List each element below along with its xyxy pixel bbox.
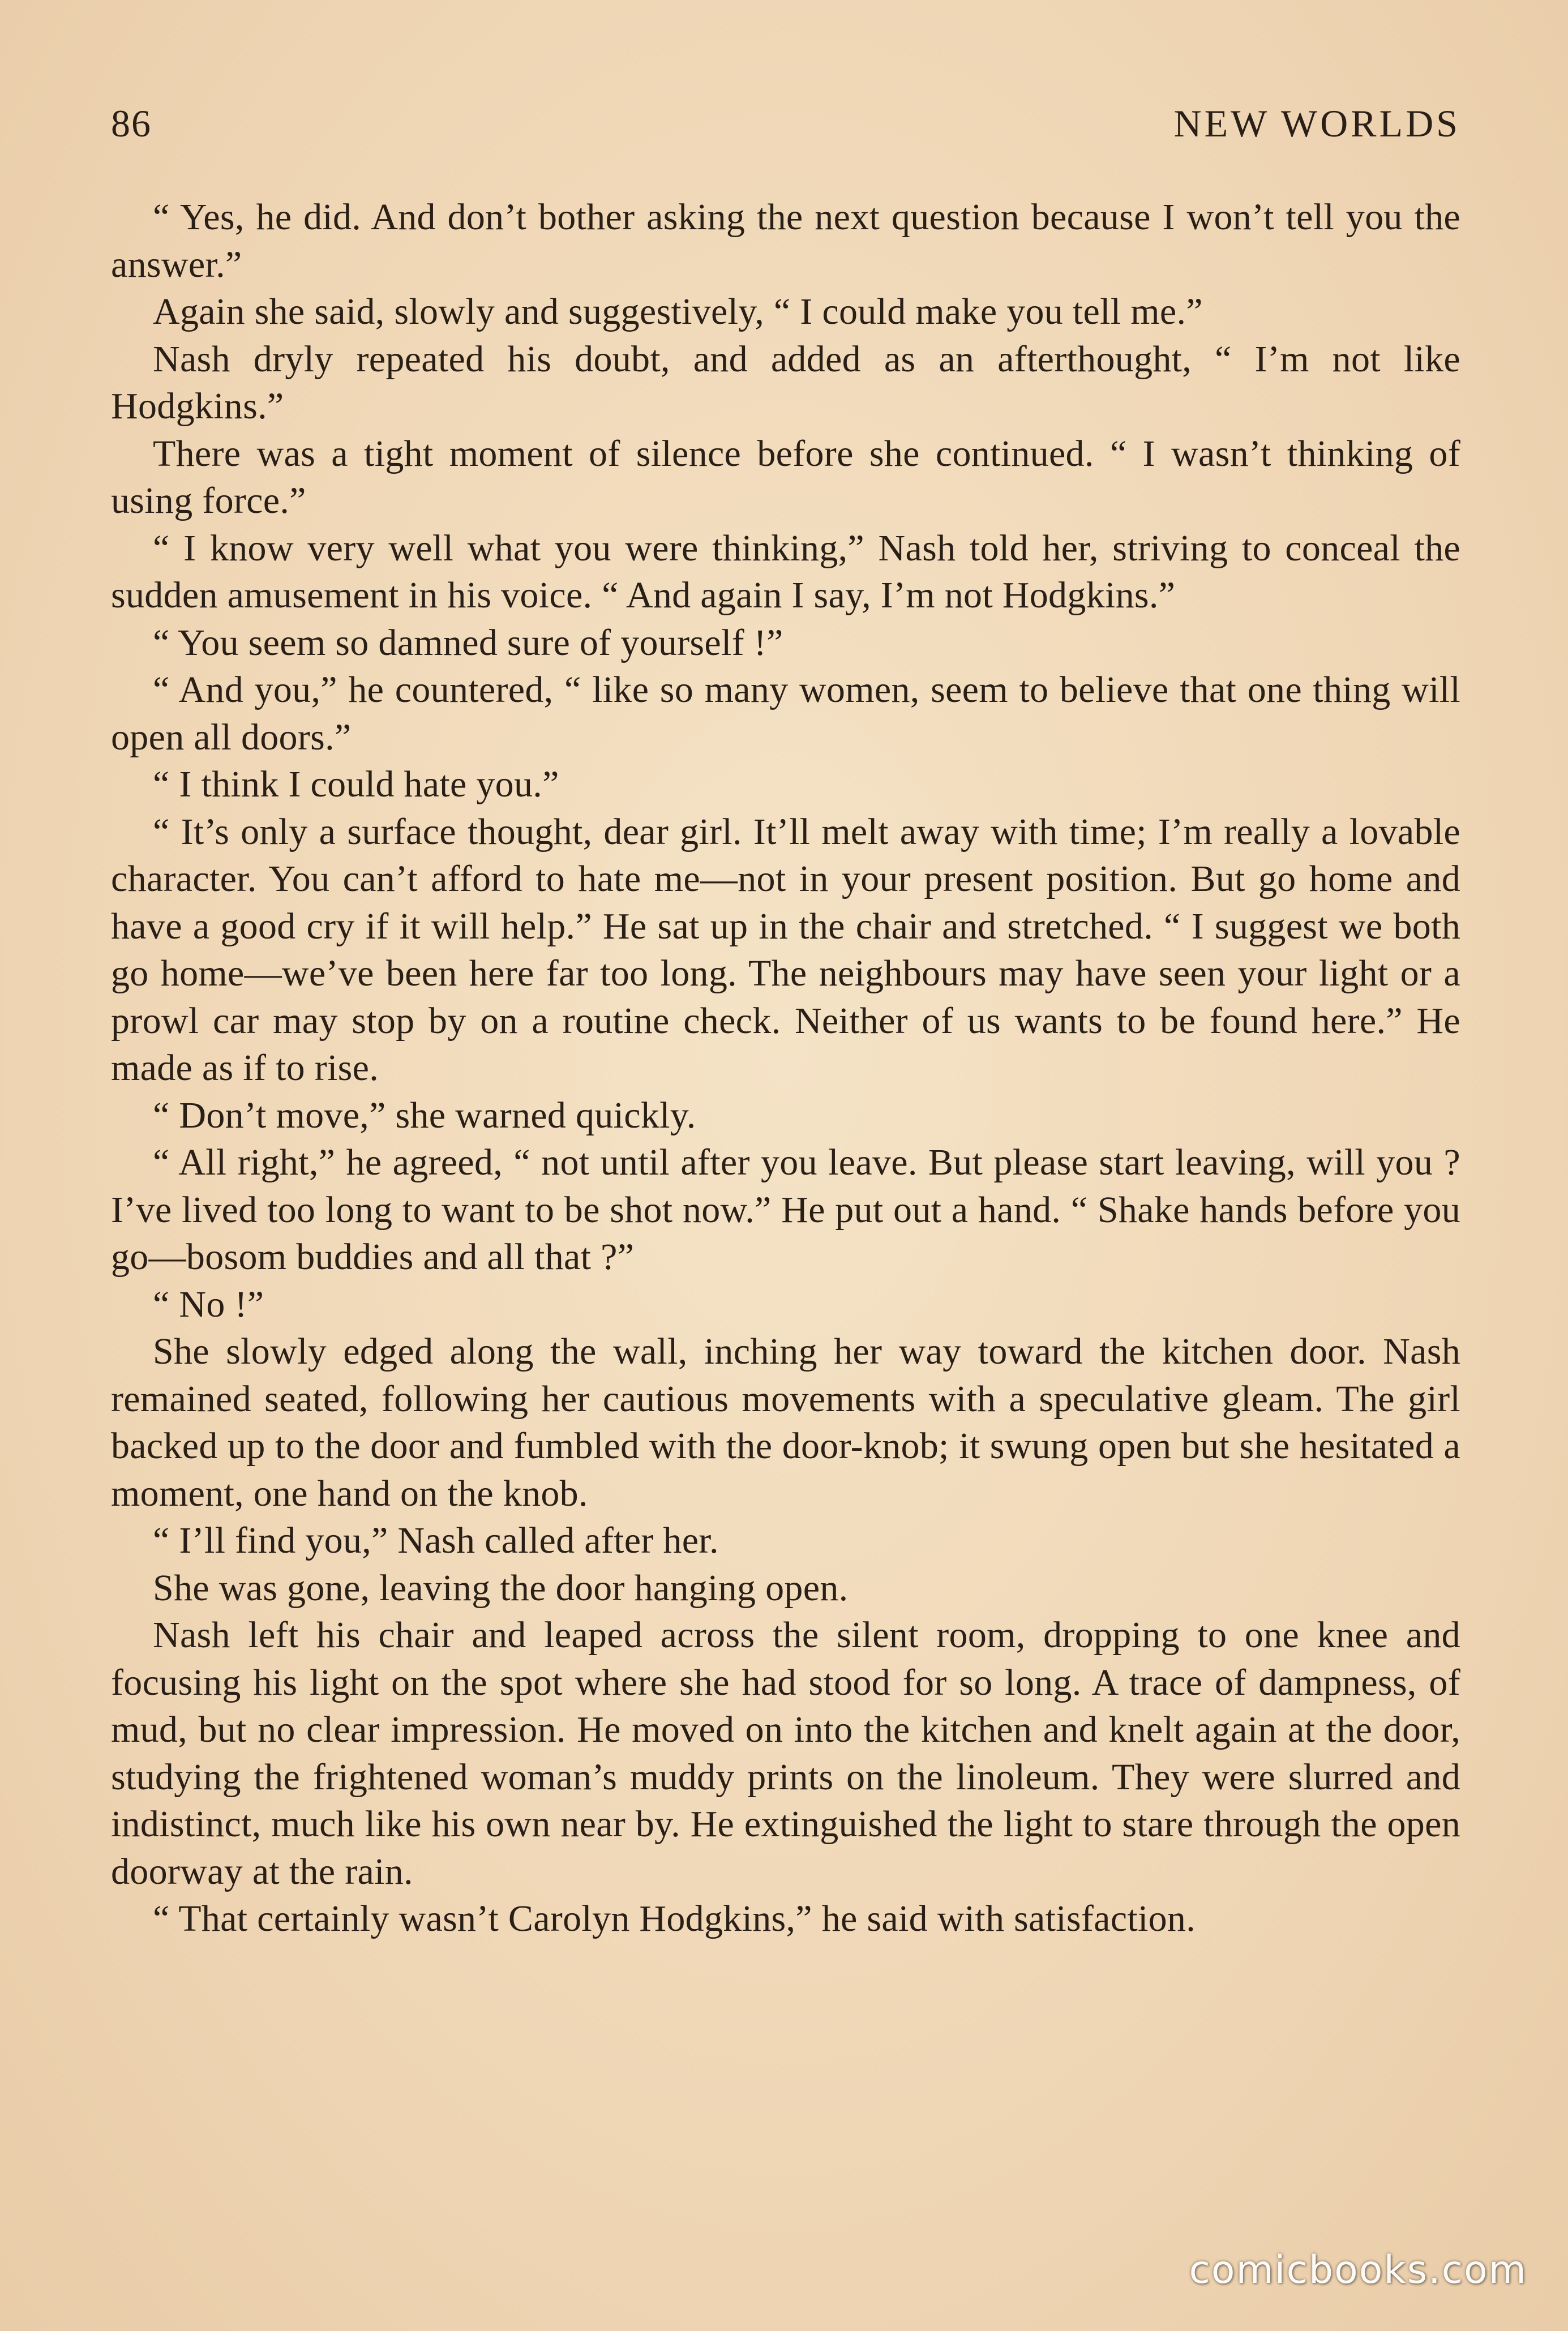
paragraph: “ That certainly wasn’t Carolyn Hodgkins,” he said with satisfaction. xyxy=(153,1898,1196,1939)
paragraph: Nash left his chair and leaped across the silent room, dropping to one knee and focusing his light on the spot where she had stood for so long. A trace of dampness, of mud, but no clear impression. He moved on into the kitchen and knelt again at the door, studying the frightened woman’s muddy prints on the linoleum. They were slurred and indistinct, much like his own near by. He extinguished the light to stare through the open doorway at the rain. xyxy=(111,1614,1460,1892)
paragraph: “ You seem so damned sure of yourself !” xyxy=(153,622,783,663)
paragraph: “ All right,” he agreed, “ not until after you leave. But please start leaving, will you ? I’ve lived too long to want to be shot now.” He put out a hand. “ Shake hands before you go—bosom buddies and all that ?” xyxy=(111,1142,1460,1278)
paragraph: Again she said, slowly and suggestively, “ I could make you tell me.” xyxy=(153,291,1203,332)
paragraph: “ I’ll find you,” Nash called after her. xyxy=(153,1520,719,1561)
paragraph: “ No !” xyxy=(153,1283,264,1325)
paragraph: “ Yes, he did. And don’t bother asking the next question because I won’t tell you the answer.” xyxy=(111,196,1460,285)
paragraph: There was a tight moment of silence before she continued. “ I wasn’t thinking of using force.” xyxy=(111,432,1460,521)
paragraph: “ I know very well what you were thinking,” Nash told her, striving to conceal the sudden amusement in his voice. “ And again I say, I’m not Hodgkins.” xyxy=(111,527,1460,616)
running-head: NEW WORLDS xyxy=(1173,102,1460,145)
page-header xyxy=(111,95,1460,152)
paragraph: Nash dryly repeated his doubt, and added as an afterthought, “ I’m not like Hodgkins.” xyxy=(111,338,1460,427)
body-text xyxy=(111,194,1460,1943)
paragraph: She slowly edged along the wall, inching her way toward the kitchen door. Nash remained seated, following her cautious movements with a speculative gleam. The girl backed up to the door and fumbled with the door-knob; it swung open but she hesitated a moment, one hand on the knob. xyxy=(111,1331,1460,1514)
paragraph: “ I think I could hate you.” xyxy=(153,764,559,805)
paragraph: “ Don’t move,” she warned quickly. xyxy=(153,1094,696,1136)
watermark: comicbooks.com xyxy=(1189,2248,1527,2293)
paragraph: “ And you,” he countered, “ like so many women, seem to believe that one thing will open all doors.” xyxy=(111,669,1460,758)
paragraph: She was gone, leaving the door hanging open. xyxy=(153,1567,849,1609)
paragraph: “ It’s only a surface thought, dear girl. It’ll melt away with time; I’m really a lovable character. You can’t afford to hate me—not in your present position. But go home and have a good cry if it will help.” He sat up in the chair and stretched. “ I suggest we both go home—we’ve been here far too long. The neighbours may have seen your light or a prowl car may stop by on a routine check. Neither of us wants to be found here.” He made as if to rise. xyxy=(111,811,1460,1089)
page-number: 86 xyxy=(111,102,152,145)
